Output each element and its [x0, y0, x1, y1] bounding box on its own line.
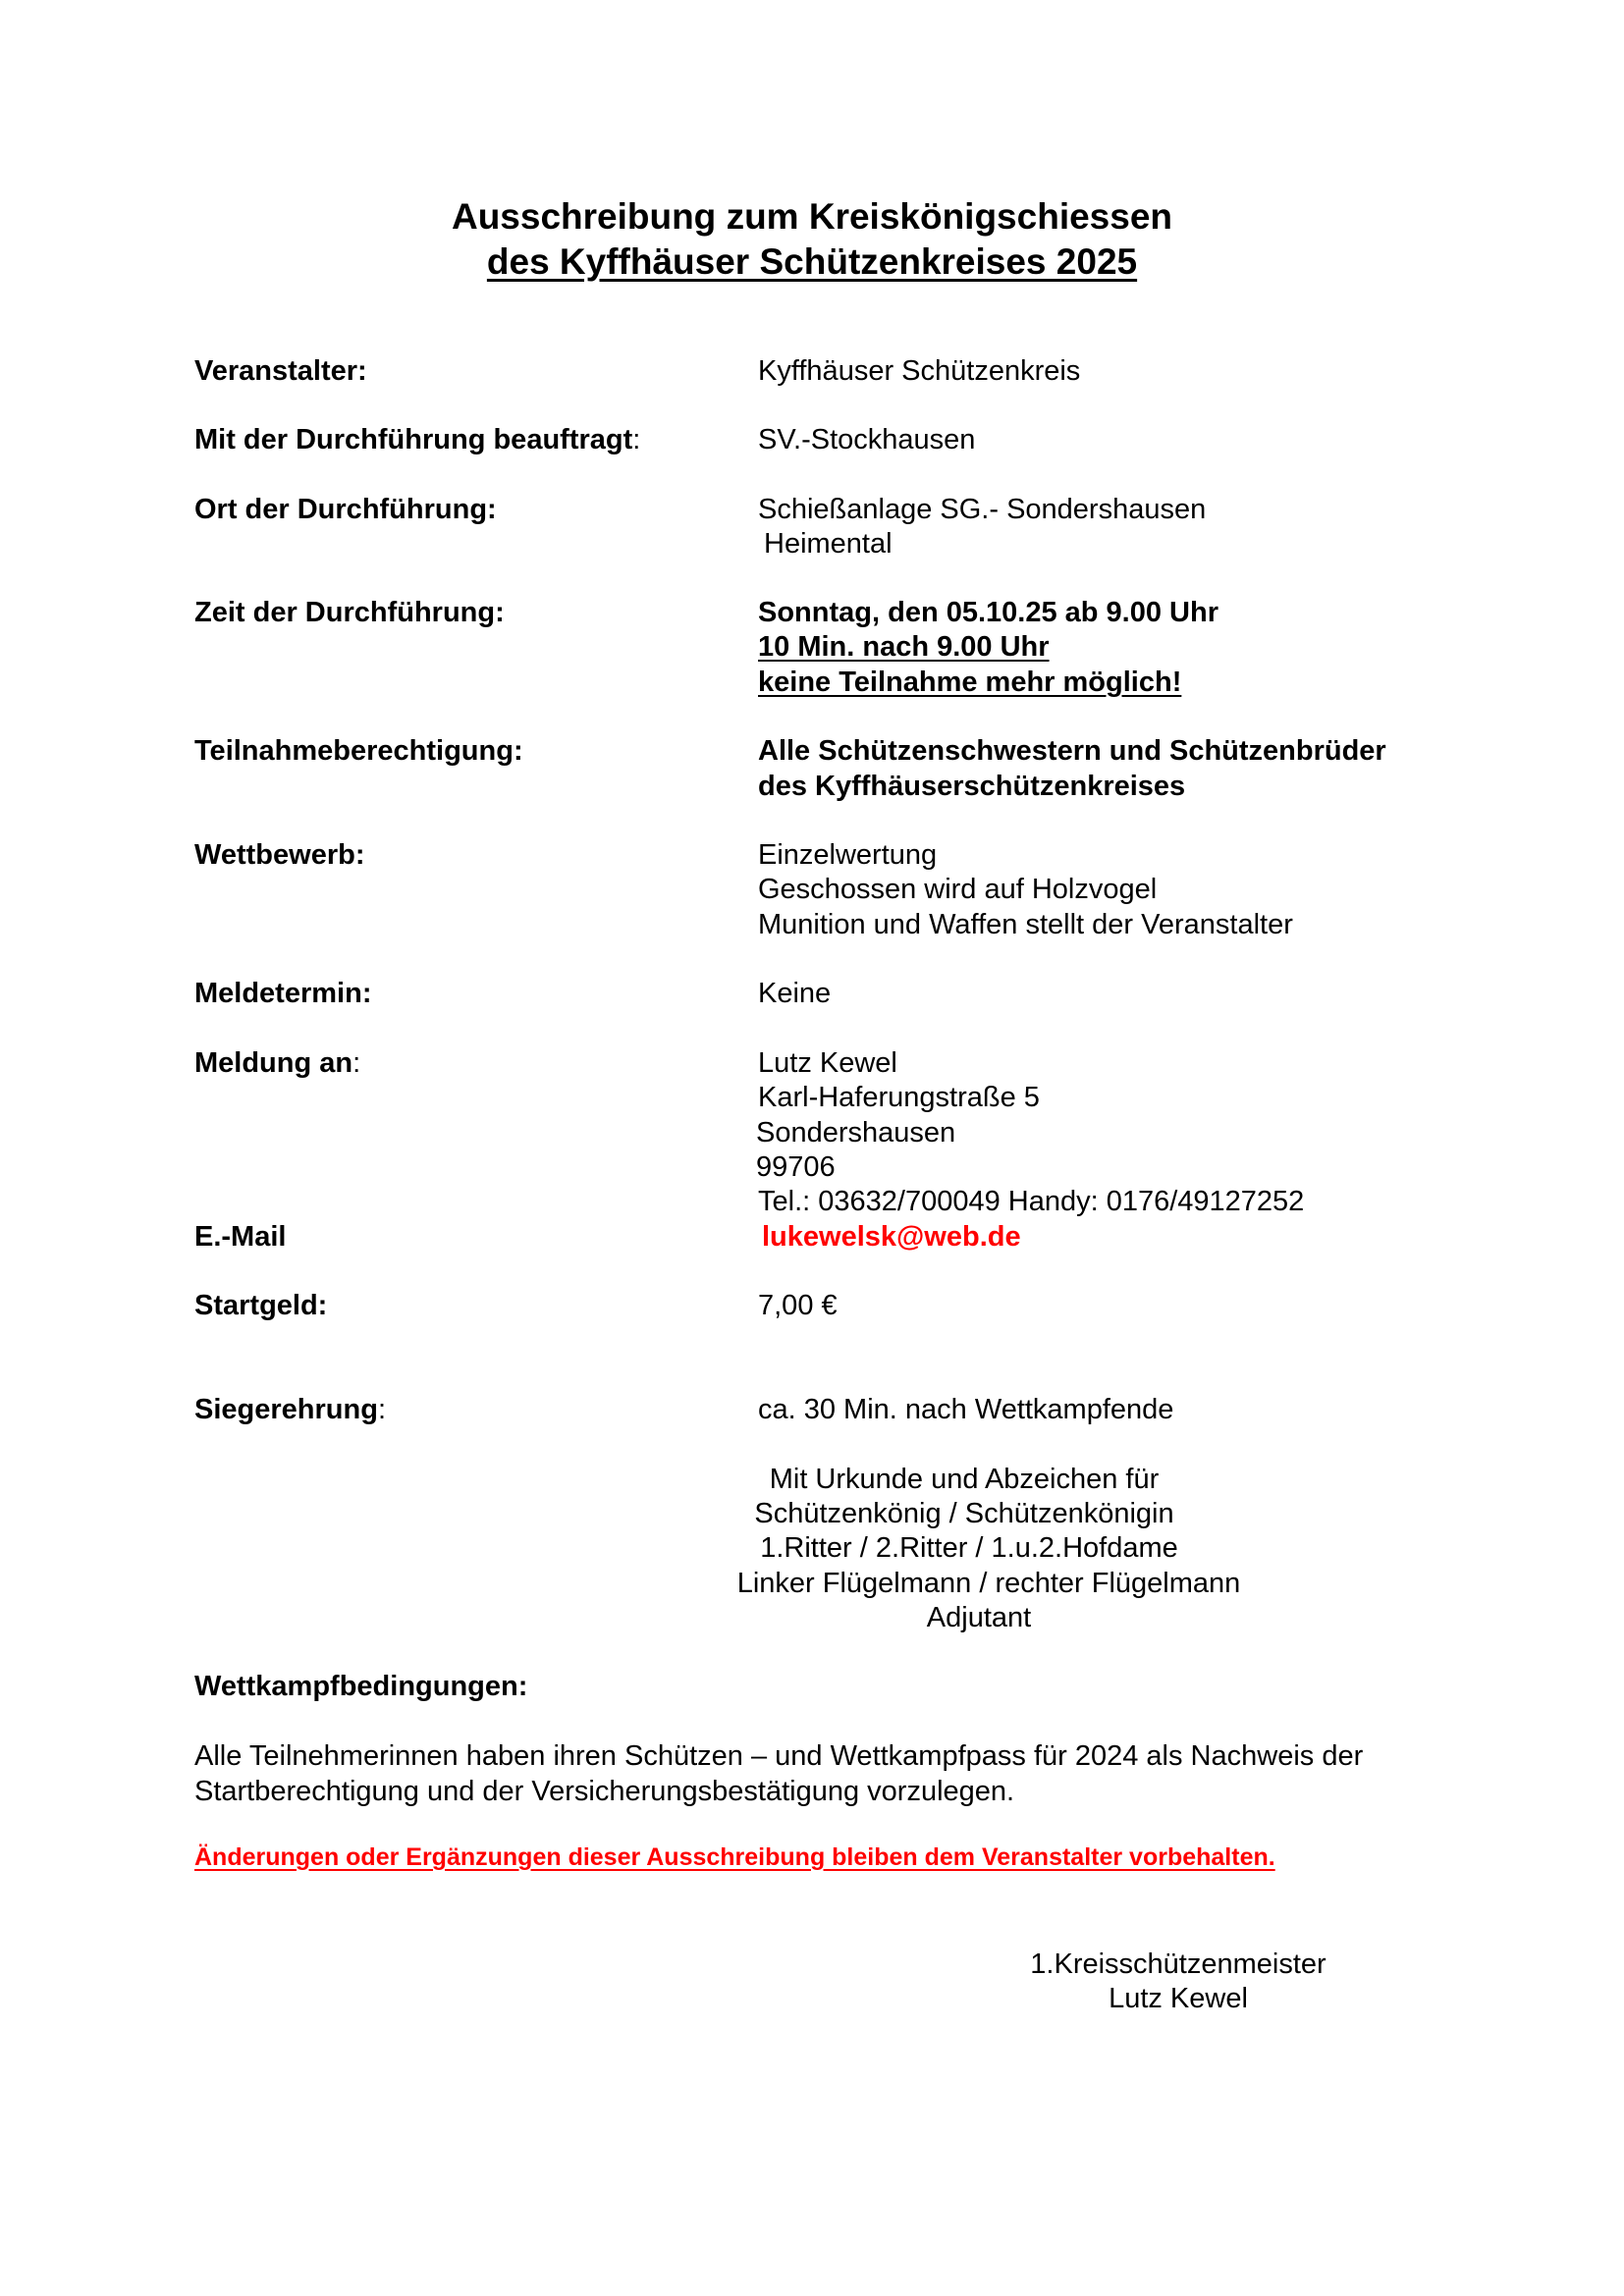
label-zeit: Zeit der Durchführung: [194, 597, 505, 628]
email-link[interactable]: lukewelsk@web.de [762, 1221, 1021, 1253]
value-teilnahme-line-2: des Kyffhäuserschützenkreises [758, 771, 1186, 802]
label-meldung-text: Meldung an [194, 1047, 353, 1079]
value-meldetermin: Keine [758, 978, 832, 1009]
label-wettbewerb: Wettbewerb: [194, 839, 365, 871]
signature-role: 1.Kreisschützenmeister [1030, 1949, 1326, 1980]
awards-line-1: Mit Urkunde und Abzeichen für [769, 1464, 1160, 1495]
label-email: E.-Mail [194, 1221, 287, 1253]
label-durchfuehrung-text: Mit der Durchführung beauftragt [194, 424, 633, 455]
label-veranstalter: Veranstalter: [194, 355, 367, 387]
label-teilnahme: Teilnahmeberechtigung: [194, 735, 523, 767]
label-durchfuehrung-colon: : [632, 424, 641, 455]
value-veranstalter: Kyffhäuser Schützenkreis [758, 355, 1081, 387]
awards-line-3: 1.Ritter / 2.Ritter / 1.u.2.Hofdame [760, 1532, 1178, 1564]
value-siegerehrung: ca. 30 Min. nach Wettkampfende [758, 1394, 1174, 1425]
label-meldetermin: Meldetermin: [194, 978, 372, 1009]
awards-line-4: Linker Flügelmann / rechter Flügelmann [736, 1568, 1241, 1599]
label-durchfuehrung [194, 422, 640, 457]
awards-line-5: Adjutant [926, 1602, 1032, 1633]
value-meldung-line-2: Karl-Haferungstraße 5 [758, 1082, 1040, 1113]
label-siegerehrung-text: Siegerehrung [194, 1394, 378, 1425]
value-wettbewerb-line-1: Einzelwertung [758, 839, 938, 871]
label-ort: Ort der Durchführung: [194, 494, 497, 525]
value-meldung-line-5: Tel.: 03632/700049 Handy: 0176/49127252 [758, 1186, 1305, 1217]
value-teilnahme-line-1: Alle Schützenschwestern und Schützenbrüder [758, 735, 1386, 767]
signature-name: Lutz Kewel [1109, 1983, 1248, 2014]
label-siegerehrung-colon: : [377, 1394, 386, 1425]
label-meldung [194, 1045, 360, 1081]
value-zeit-line-1: Sonntag, den 05.10.25 ab 9.00 Uhr [758, 597, 1218, 628]
value-zeit-line-2: 10 Min. nach 9.00 Uhr [758, 631, 1050, 663]
value-ort-line-1: Schießanlage SG.- Sondershausen [758, 494, 1207, 525]
value-wettbewerb-line-3: Munition und Waffen stellt der Veranstalter [758, 909, 1293, 940]
value-meldung-line-1: Lutz Kewel [758, 1047, 897, 1079]
value-durchfuehrung: SV.-Stockhausen [758, 424, 976, 455]
label-meldung-colon: : [352, 1047, 361, 1079]
value-ort-line-2: Heimental [764, 528, 893, 560]
value-meldung-line-4: 99706 [756, 1151, 836, 1183]
document-title-line-1: Ausschreibung zum Kreiskönigschiessen [451, 196, 1173, 237]
conditions-heading: Wettkampfbedingungen: [194, 1671, 528, 1702]
label-siegerehrung [194, 1392, 386, 1427]
value-wettbewerb-line-2: Geschossen wird auf Holzvogel [758, 874, 1158, 905]
awards-line-2: Schützenkönig / Schützenkönigin [754, 1498, 1174, 1529]
notice-text: Änderungen oder Ergänzungen dieser Ausschreibung bleiben dem Veranstalter vorbehalten. [194, 1843, 1275, 1871]
value-meldung-line-3: Sondershausen [756, 1117, 956, 1148]
document-title-line-2: des Kyffhäuser Schützenkreises 2025 [486, 241, 1138, 282]
value-zeit-line-3: keine Teilnahme mehr möglich! [758, 667, 1182, 698]
label-startgeld: Startgeld: [194, 1290, 328, 1321]
conditions-text: Alle Teilnehmerinnen haben ihren Schützen – und Wettkampfpass für 2024 als Nachweis der Startberechtigung und der Versicherungsbestätigung vorzulegen. [194, 1740, 1364, 1807]
value-startgeld: 7,00 € [758, 1290, 838, 1321]
